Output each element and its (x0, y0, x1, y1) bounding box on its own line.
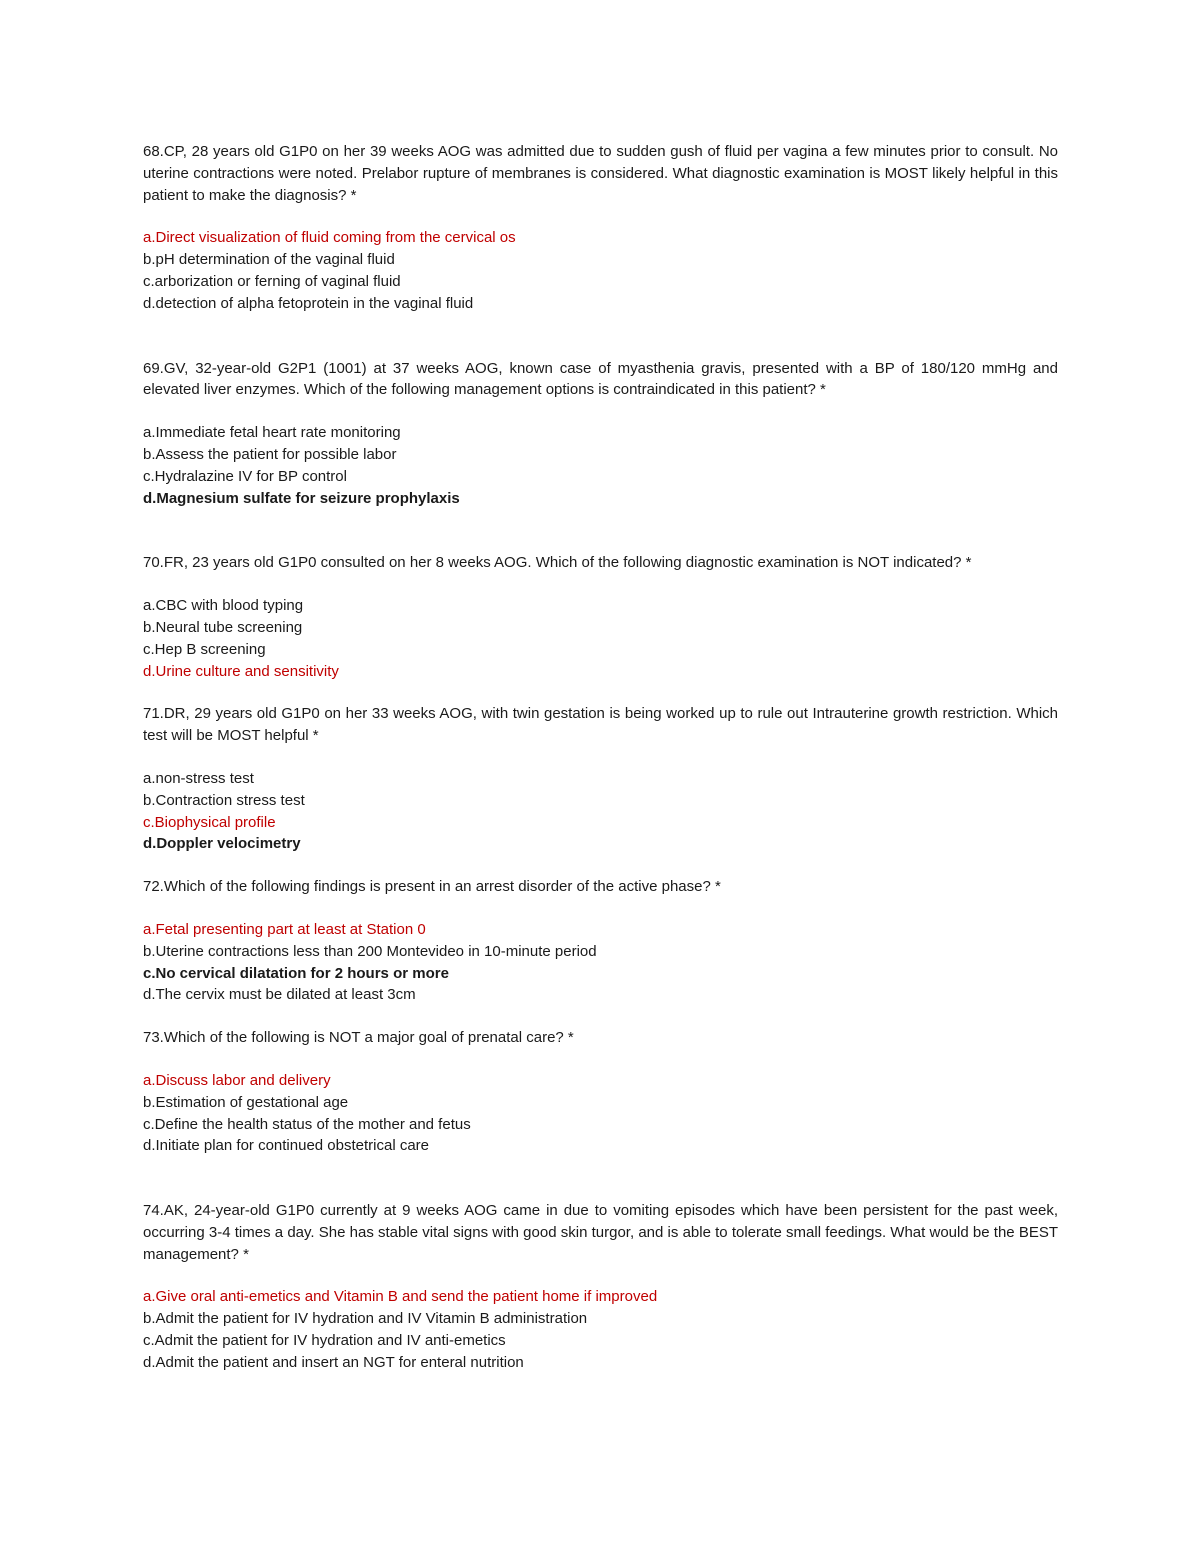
option-d: d.The cervix must be dilated at least 3cm (143, 986, 416, 1004)
option-d: d.Magnesium sulfate for seizure prophylaxis (143, 489, 460, 507)
option-c: c.No cervical dilatation for 2 hours or more (143, 964, 449, 982)
options-list (143, 422, 1058, 509)
question-text: 73.Which of the following is NOT a major goal of prenatal care? * (143, 1029, 574, 1047)
option-b: b.Neural tube screening (143, 618, 303, 636)
question-block-74 (143, 1200, 1058, 1374)
options-list (143, 595, 1058, 682)
option-d: d.Urine culture and sensitivity (143, 662, 339, 680)
options-list (143, 1070, 1058, 1157)
option-a: a.Give oral anti-emetics and Vitamin B and send the patient home if improved (143, 1288, 658, 1306)
option-a: a.Fetal presenting part at least at Station 0 (143, 920, 426, 938)
option-c: c.arborization or ferning of vaginal fluid (143, 272, 401, 290)
option-a: a.Direct visualization of fluid coming from the cervical os (143, 229, 516, 247)
question-text: 70.FR, 23 years old G1P0 consulted on her 8 weeks AOG. Which of the following diagnostic examination is NOT indicated? * (143, 554, 972, 572)
option-d: d.Initiate plan for continued obstetrical care (143, 1137, 430, 1155)
option-a: a.CBC with blood typing (143, 597, 304, 615)
option-c: c.Admit the patient for IV hydration and IV anti-emetics (143, 1332, 506, 1350)
option-d: d.detection of alpha fetoprotein in the vaginal fluid (143, 294, 474, 312)
option-b: b.Contraction stress test (143, 791, 305, 809)
question-text: 69.GV, 32-year-old G2P1 (1001) at 37 weeks AOG, known case of myasthenia gravis, presented with a BP of 180/120 mmHg and elevated liver enzymes. Which of the following management options is contraindicated in this patient? * (143, 359, 1058, 399)
option-b: b.Uterine contractions less than 200 Montevideo in 10-minute period (143, 942, 597, 960)
question-block-71 (143, 703, 1058, 855)
question-block-68 (143, 141, 1058, 315)
option-c: c.Define the health status of the mother and fetus (143, 1115, 471, 1133)
options-list (143, 768, 1058, 855)
question-text: 74.AK, 24-year-old G1P0 currently at 9 weeks AOG came in due to vomiting episodes which have been persistent for the past week, occurring 3-4 times a day. She has stable vital signs with good skin turgor, and is able to tolerate small feedings. What would be the BEST management? * (143, 1202, 1058, 1263)
option-a: a.Discuss labor and delivery (143, 1071, 331, 1089)
option-c: c.Hydralazine IV for BP control (143, 467, 347, 485)
option-c: c.Biophysical profile (143, 813, 276, 831)
question-block-72 (143, 876, 1058, 1006)
option-a: a.non-stress test (143, 769, 254, 787)
options-list (143, 919, 1058, 1006)
option-b: b.Assess the patient for possible labor (143, 445, 397, 463)
question-text: 68.CP, 28 years old G1P0 on her 39 weeks AOG was admitted due to sudden gush of fluid per vagina a few minutes prior to consult. No uterine contractions were noted. Prelabor rupture of membranes is considered. What diagnostic examination is MOST likely helpful in this patient to make the diagnosis? * (143, 143, 1058, 204)
option-d: d.Doppler velocimetry (143, 835, 301, 853)
option-a: a.Immediate fetal heart rate monitoring (143, 424, 401, 442)
question-text: 72.Which of the following findings is present in an arrest disorder of the active phase? * (143, 878, 721, 896)
option-b: b.Admit the patient for IV hydration and IV Vitamin B administration (143, 1310, 588, 1328)
options-list (143, 1286, 1058, 1373)
option-d: d.Admit the patient and insert an NGT for enteral nutrition (143, 1353, 524, 1371)
question-block-70 (143, 552, 1058, 682)
option-c: c.Hep B screening (143, 640, 266, 658)
options-list (143, 227, 1058, 314)
document-page (143, 141, 1058, 1374)
question-text: 71.DR, 29 years old G1P0 on her 33 weeks AOG, with twin gestation is being worked up to rule out Intrauterine growth restriction. Which test will be MOST helpful * (143, 705, 1058, 745)
option-b: b.pH determination of the vaginal fluid (143, 251, 395, 269)
question-block-73 (143, 1027, 1058, 1157)
question-block-69 (143, 358, 1058, 510)
option-b: b.Estimation of gestational age (143, 1093, 349, 1111)
